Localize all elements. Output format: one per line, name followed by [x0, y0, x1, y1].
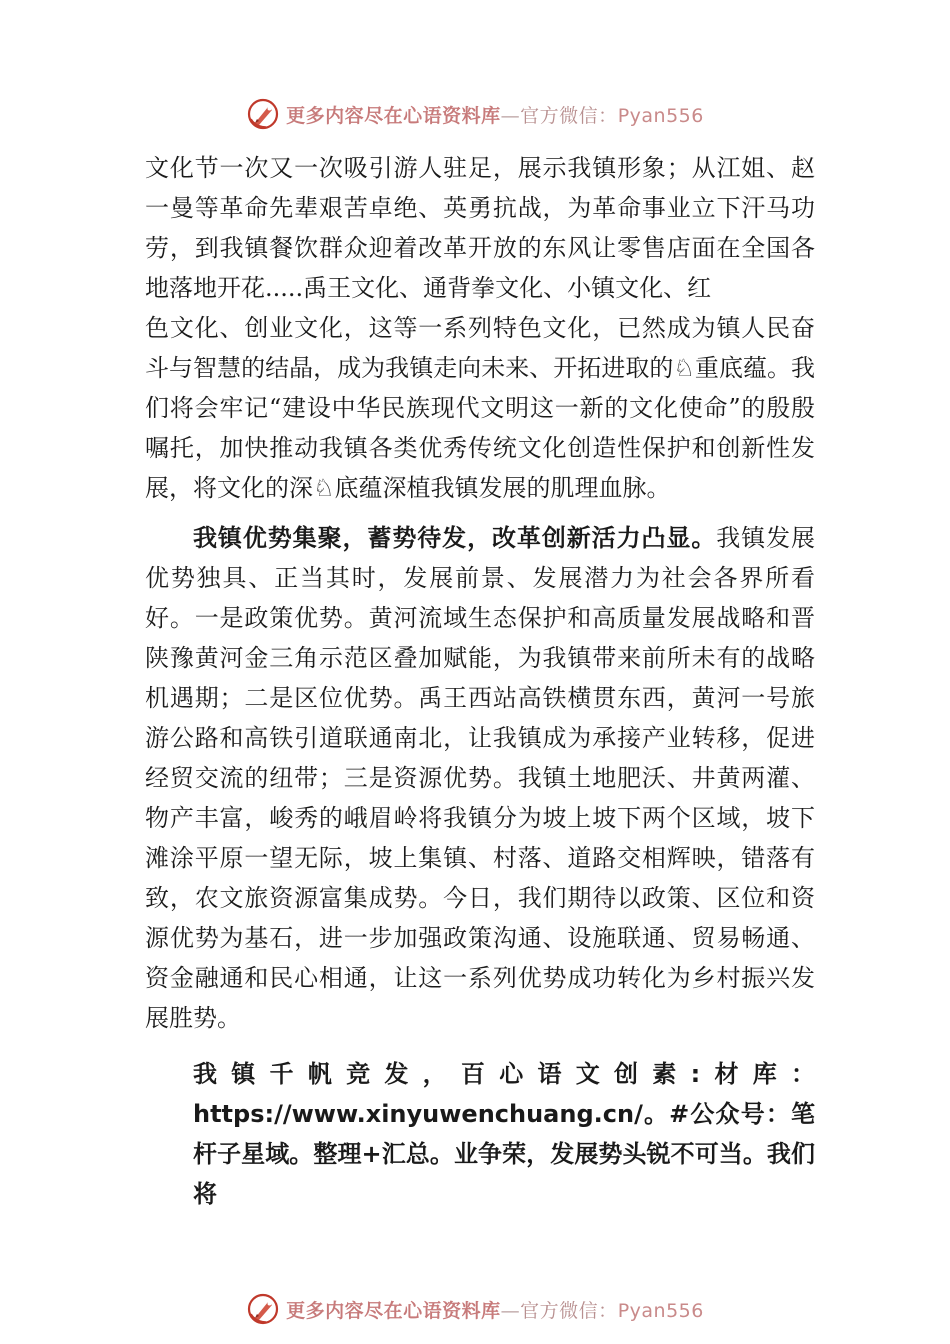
- paragraph-culture-part2: 色文化、创业文化，这等一系列特色文化，已然成为镇人民奋斗与智慧的结晶，成为我镇走向未来、开拓进取的♘重底蕴。我们将会牢记“建设中华民族现代文明这一新的文化使命”的殷殷嘱托，加快推动我镇各类优秀传统文化创造性保护和创新性发展，将文化的深♘底蕴深植我镇发展的肌理血脉。: [145, 314, 815, 502]
- paragraph-culture-part1: 文化节一次又一次吸引游人驻足，展示我镇形象；从江姐、赵一曼等革命先辈艰苦卓绝、英勇抗战，为革命事业立下汗马功劳，到我镇餐饮群众迎着改革开放的东风让零售店面在全国各地落地开花.....禹王文化、通背拳文化、小镇文化、红: [145, 154, 815, 302]
- footer-wechat-id: Pyan556: [617, 1299, 704, 1322]
- header-banner-text: [286, 101, 704, 128]
- footer-banner: [0, 1289, 950, 1329]
- paragraph-development: 我镇千帆竞发，百心语文创素:材库：https://www.xinyuwenchuang.cn/。#公众号：笔杆子星域。整理+汇总。业争荣，发展势头锐不可当。我们将: [193, 1060, 815, 1208]
- paragraph-advantages-heading: 我镇优势集聚，蓄势待发，改革创新活力凸显。: [193, 524, 717, 552]
- header-wechat-label: 官方微信：: [520, 104, 618, 127]
- header-banner: [0, 94, 950, 134]
- footer-wechat-label: 官方微信：: [520, 1299, 618, 1322]
- footer-library-label: 更多内容尽在心语资料库: [286, 1299, 501, 1322]
- footer-separator: —: [500, 1299, 521, 1322]
- header-library-label: 更多内容尽在心语资料库: [286, 104, 501, 127]
- header-separator: —: [500, 104, 521, 127]
- header-wechat-id: Pyan556: [617, 104, 704, 127]
- paragraph-advantages: [145, 518, 815, 1038]
- paragraph-advantages-text: 我镇发展优势独具、正当其时，发展前景、发展潜力为社会各界所看好。一是政策优势。黄河流域生态保护和高质量发展战略和晋陕豫黄河金三角示范区叠加赋能，为我镇带来前所未有的战略机遇期；二是区位优势。禹王西站高铁横贯东西，黄河一号旅游公路和高铁引道联通南北，让我镇成为承接产业转移，促进经贸交流的纽带；三是资源优势。我镇土地肥沃、井黄两灌、物产丰富，峻秀的峨眉岭将我镇分为坡上坡下两个区域，坡下滩涂平原一望无际，坡上集镇、村落、道路交相辉映，错落有致，农文旅资源富集成势。今日，我们期待以政策、区位和资源优势为基石，进一步加强政策沟通、设施联通、贸易畅通、资金融通和民心相通，让这一系列优势成功转化为乡村振兴发展胜势。: [145, 524, 815, 1032]
- footer-banner-text: [286, 1296, 704, 1323]
- pen-nib-logo-icon: [246, 97, 280, 131]
- document-body: [145, 148, 815, 1214]
- pen-nib-logo-icon: [246, 1292, 280, 1326]
